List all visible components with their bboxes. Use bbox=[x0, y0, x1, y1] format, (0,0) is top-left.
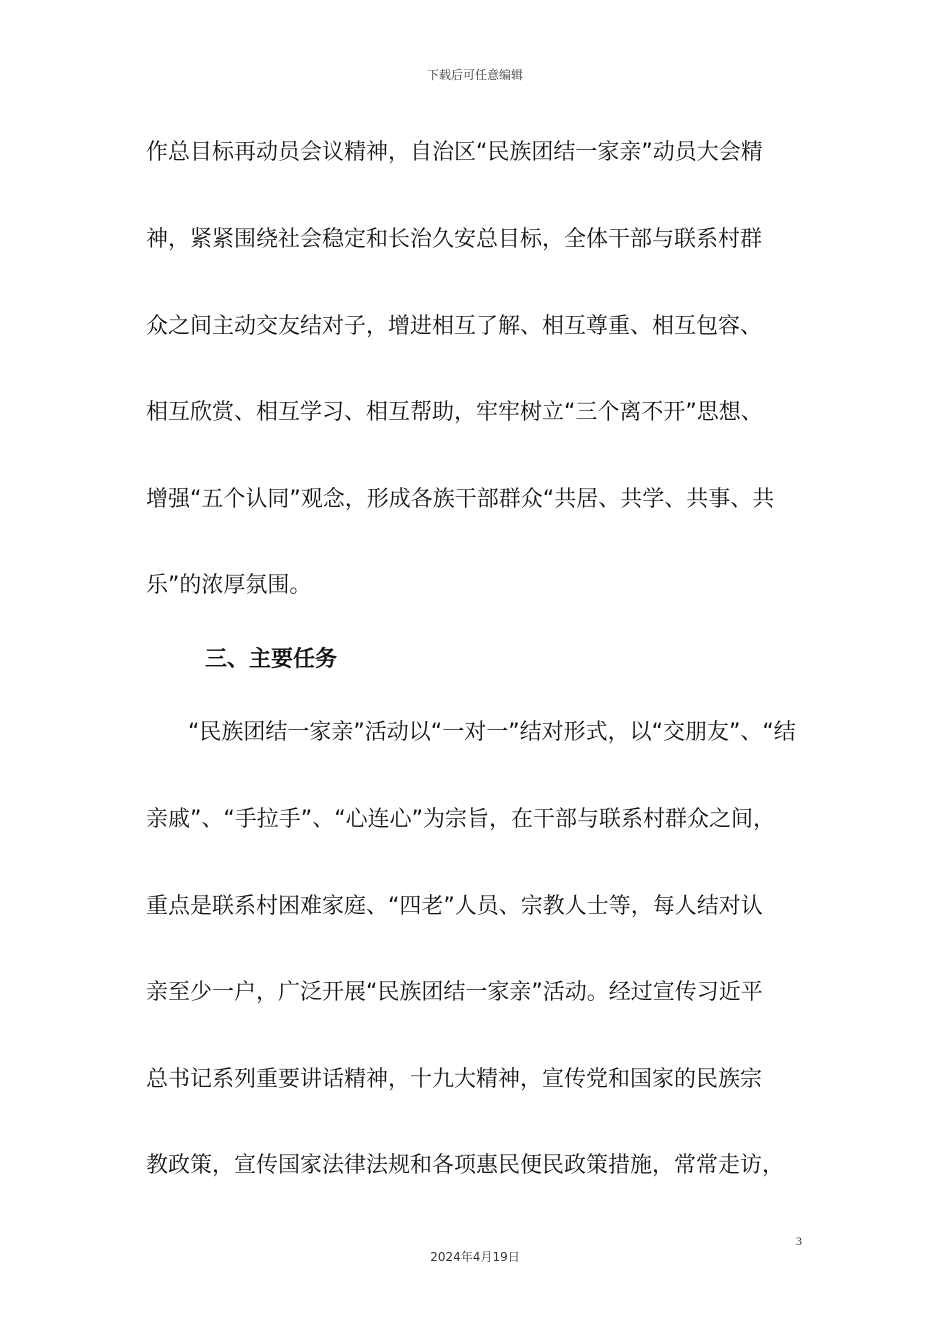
body-line-11: 亲至少一户，广泛开展“民族团结一家亲”活动。经过宣传习近平 bbox=[146, 980, 763, 1005]
body-line-6: 乐”的浓厚氛围。 bbox=[146, 573, 312, 598]
body-line-4: 相互欣赏、相互学习、相互帮助，牢牢树立“三个离不开”思想、 bbox=[146, 400, 763, 425]
body-line-9: 亲戚”、“手拉手”、“心连心”为宗旨，在干部与联系村群众之间， bbox=[146, 807, 775, 832]
body-line-5: 增强“五个认同”观念，形成各族干部群众“共居、共学、共事、共 bbox=[146, 487, 775, 512]
body-line-2: 神，紧紧围绕社会稳定和长治久安总目标，全体干部与联系村群 bbox=[146, 227, 763, 252]
body-line-3: 众之间主动交友结对子，增进相互了解、相互尊重、相互包容、 bbox=[146, 314, 763, 339]
body-line-13: 教政策，宣传国家法律法规和各项惠民便民政策措施，常常走访， bbox=[146, 1153, 785, 1178]
section-heading: 三、主要任务 bbox=[205, 647, 338, 672]
header-note: 下载后可任意编辑 bbox=[426, 68, 523, 82]
page-number: 3 bbox=[796, 1234, 802, 1248]
body-line-8: “民族团结一家亲”活动以“一对一”结对形式，以“交朋友”、“结 bbox=[188, 720, 796, 745]
body-line-12: 总书记系列重要讲话精神，十九大精神，宣传党和国家的民族宗 bbox=[146, 1067, 763, 1092]
body-line-10: 重点是联系村困难家庭、“四老”人员、宗教人士等，每人结对认 bbox=[146, 894, 763, 919]
body-line-1: 作总目标再动员会议精神，自治区“民族团结一家亲”动员大会精 bbox=[146, 140, 763, 165]
footer-date: 2024年4月19日 bbox=[430, 1250, 520, 1264]
